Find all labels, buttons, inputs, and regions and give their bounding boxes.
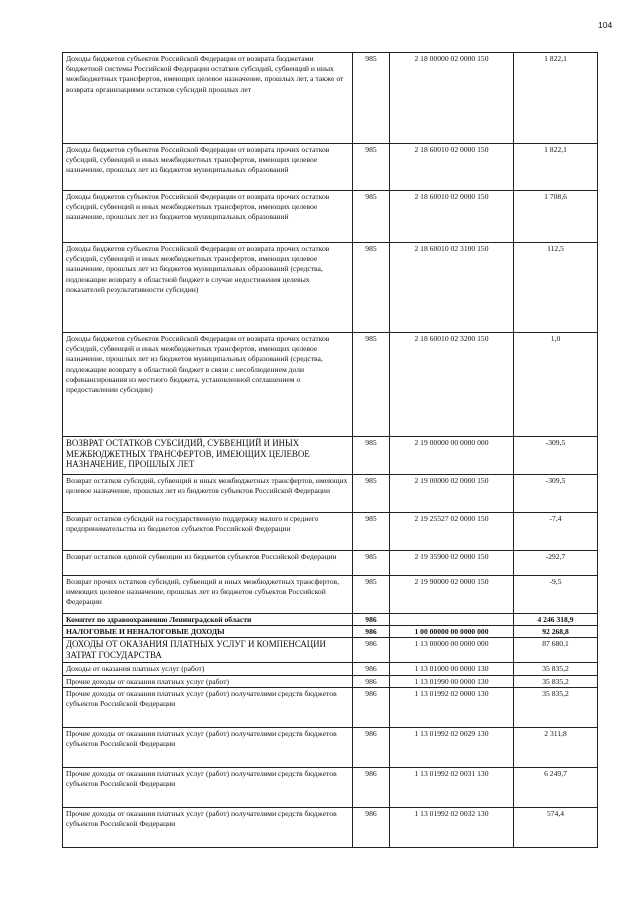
table-row: [63, 687, 598, 727]
row-admin-code: 985: [353, 144, 390, 191]
row-classification-code: 2 18 00000 02 0000 150: [390, 53, 514, 144]
table-row: [63, 638, 598, 663]
row-admin-code: 986: [353, 675, 390, 687]
row-name: Возврат прочих остатков субсидий, субвенций и иных межбюджетных трансфертов, имеющих целевое назначение, прошлых лет из бюджетов субъектов Российской Федерации: [63, 576, 353, 614]
revenue-table: [62, 52, 598, 848]
row-amount: -7,4: [514, 513, 598, 551]
row-amount: 35 835,2: [514, 663, 598, 675]
row-amount: 1,0: [514, 333, 598, 437]
row-amount: 2 311,8: [514, 727, 598, 767]
row-admin-code: 986: [353, 626, 390, 638]
row-admin-code: 985: [353, 551, 390, 576]
row-amount: -309,5: [514, 475, 598, 513]
table-row: [63, 333, 598, 437]
row-amount: 35 835,2: [514, 675, 598, 687]
row-admin-code: 985: [353, 333, 390, 437]
row-name: ДОХОДЫ ОТ ОКАЗАНИЯ ПЛАТНЫХ УСЛУГ И КОМПЕНСАЦИИ ЗАТРАТ ГОСУДАРСТВА: [63, 638, 353, 663]
table-row: [63, 437, 598, 475]
table-row: [63, 727, 598, 767]
row-classification-code: 2 19 25527 02 0000 150: [390, 513, 514, 551]
table-row: [63, 551, 598, 576]
row-admin-code: 985: [353, 513, 390, 551]
row-admin-code: 985: [353, 576, 390, 614]
table-row: [63, 53, 598, 144]
row-name: Прочие доходы от оказания платных услуг (работ) получателями средств бюджетов субъектов Российской Федерации: [63, 807, 353, 847]
row-name: НАЛОГОВЫЕ И НЕНАЛОГОВЫЕ ДОХОДЫ: [63, 626, 353, 638]
table-row: [63, 144, 598, 191]
row-admin-code: 985: [353, 437, 390, 475]
row-admin-code: 986: [353, 807, 390, 847]
row-admin-code: 985: [353, 191, 390, 243]
row-amount: 92 268,8: [514, 626, 598, 638]
row-name: Доходы бюджетов субъектов Российской Федерации от возврата бюджетами бюджетной системы Российской Федерации остатков субсидий, субвенций и иных межбюджетных трансфертов, имеющих целевое назначение, прошлых лет, а также от возврата организациями остатков субсидий прошлых лет: [63, 53, 353, 144]
table-row: [63, 576, 598, 614]
row-amount: 35 835,2: [514, 687, 598, 727]
row-amount: 574,4: [514, 807, 598, 847]
row-amount: -9,5: [514, 576, 598, 614]
row-amount: 1 822,1: [514, 144, 598, 191]
table-row: [63, 475, 598, 513]
row-classification-code: 1 13 01992 02 0029 130: [390, 727, 514, 767]
row-admin-code: 986: [353, 614, 390, 626]
row-admin-code: 986: [353, 767, 390, 807]
row-amount: 112,5: [514, 243, 598, 333]
table-row: [63, 675, 598, 687]
table-row: [63, 243, 598, 333]
row-amount: 1 708,6: [514, 191, 598, 243]
row-name: Прочие доходы от оказания платных услуг (работ): [63, 675, 353, 687]
page-number: 104: [598, 20, 613, 30]
table-row: [63, 191, 598, 243]
row-admin-code: 986: [353, 687, 390, 727]
row-classification-code: 1 00 00000 00 0000 000: [390, 626, 514, 638]
row-classification-code: 2 19 35900 02 0000 150: [390, 551, 514, 576]
row-name: Доходы бюджетов субъектов Российской Федерации от возврата прочих остатков субсидий, субвенций и иных межбюджетных трансфертов, имеющих целевое назначение, прошлых лет из бюджетов муниципальных образований (средства, подлежащие возврату в областной бюджет в связи с несоблюдением доли софинансирования из местного бюджета, установленной соглашением о предоставлении субсидии): [63, 333, 353, 437]
row-amount: 6 249,7: [514, 767, 598, 807]
table-row: [63, 626, 598, 638]
row-admin-code: 985: [353, 53, 390, 144]
table-row: [63, 513, 598, 551]
row-admin-code: 985: [353, 243, 390, 333]
row-classification-code: 2 19 00000 00 0000 000: [390, 437, 514, 475]
row-name: Доходы бюджетов субъектов Российской Федерации от возврата прочих остатков субсидий, субвенций и иных межбюджетных трансфертов, имеющих целевое назначение, прошлых лет из бюджетов муниципальных образований (средства, подлежащие возврату в областной бюджет в случае недостижения целевых показателей результативности субсидии): [63, 243, 353, 333]
row-amount: -309,5: [514, 437, 598, 475]
row-classification-code: 1 13 01992 02 0031 130: [390, 767, 514, 807]
row-name: Прочие доходы от оказания платных услуг (работ) получателями средств бюджетов субъектов Российской Федерации: [63, 687, 353, 727]
row-name: Доходы бюджетов субъектов Российской Федерации от возврата прочих остатков субсидий, субвенций и иных межбюджетных трансфертов, имеющих целевое назначение, прошлых лет из бюджетов муниципальных образований: [63, 191, 353, 243]
row-name: ВОЗВРАТ ОСТАТКОВ СУБСИДИЙ, СУБВЕНЦИЙ И ИНЫХ МЕЖБЮДЖЕТНЫХ ТРАНСФЕРТОВ, ИМЕЮЩИХ ЦЕЛЕВОЕ НАЗНАЧЕНИЕ, ПРОШЛЫХ ЛЕТ: [63, 437, 353, 475]
row-classification-code: 2 19 90000 02 0000 150: [390, 576, 514, 614]
row-admin-code: 986: [353, 727, 390, 767]
table-row: [63, 767, 598, 807]
table-row: [63, 614, 598, 626]
row-classification-code: [390, 614, 514, 626]
row-name: Доходы бюджетов субъектов Российской Федерации от возврата прочих остатков субсидий, субвенций и иных межбюджетных трансфертов, имеющих целевое назначение, прошлых лет из бюджетов муниципальных образований: [63, 144, 353, 191]
row-admin-code: 986: [353, 638, 390, 663]
row-classification-code: 1 13 01992 02 0000 130: [390, 687, 514, 727]
table-row: [63, 807, 598, 847]
row-classification-code: 2 18 60010 02 3100 150: [390, 243, 514, 333]
row-classification-code: 2 19 00000 02 0000 150: [390, 475, 514, 513]
row-classification-code: 1 13 00000 00 0000 000: [390, 638, 514, 663]
row-name: Комитет по здравоохранению Ленинградской области: [63, 614, 353, 626]
row-name: Прочие доходы от оказания платных услуг (работ) получателями средств бюджетов субъектов Российской Федерации: [63, 767, 353, 807]
row-amount: 1 822,1: [514, 53, 598, 144]
row-classification-code: 1 13 01992 02 0032 130: [390, 807, 514, 847]
row-admin-code: 986: [353, 663, 390, 675]
row-name: Возврат остатков субсидий, субвенций и иных межбюджетных трансфертов, имеющих целевое назначение, прошлых лет из бюджетов субъектов Российской Федерации: [63, 475, 353, 513]
row-amount: 4 246 318,9: [514, 614, 598, 626]
row-name: Прочие доходы от оказания платных услуг (работ) получателями средств бюджетов субъектов Российской Федерации: [63, 727, 353, 767]
row-classification-code: 1 13 01990 00 0000 130: [390, 675, 514, 687]
row-classification-code: 1 13 01000 00 0000 130: [390, 663, 514, 675]
row-name: Доходы от оказания платных услуг (работ): [63, 663, 353, 675]
row-admin-code: 985: [353, 475, 390, 513]
row-amount: -292,7: [514, 551, 598, 576]
row-classification-code: 2 18 60010 02 0000 150: [390, 144, 514, 191]
row-name: Возврат остатков субсидий на государственную поддержку малого и среднего предпринимательства из бюджетов субъектов Российской Федерации: [63, 513, 353, 551]
row-amount: 87 680,1: [514, 638, 598, 663]
row-classification-code: 2 18 60010 02 3200 150: [390, 333, 514, 437]
row-name: Возврат остатков единой субвенции из бюджетов субъектов Российской Федерации: [63, 551, 353, 576]
table-row: [63, 663, 598, 675]
row-classification-code: 2 18 60010 02 0000 150: [390, 191, 514, 243]
